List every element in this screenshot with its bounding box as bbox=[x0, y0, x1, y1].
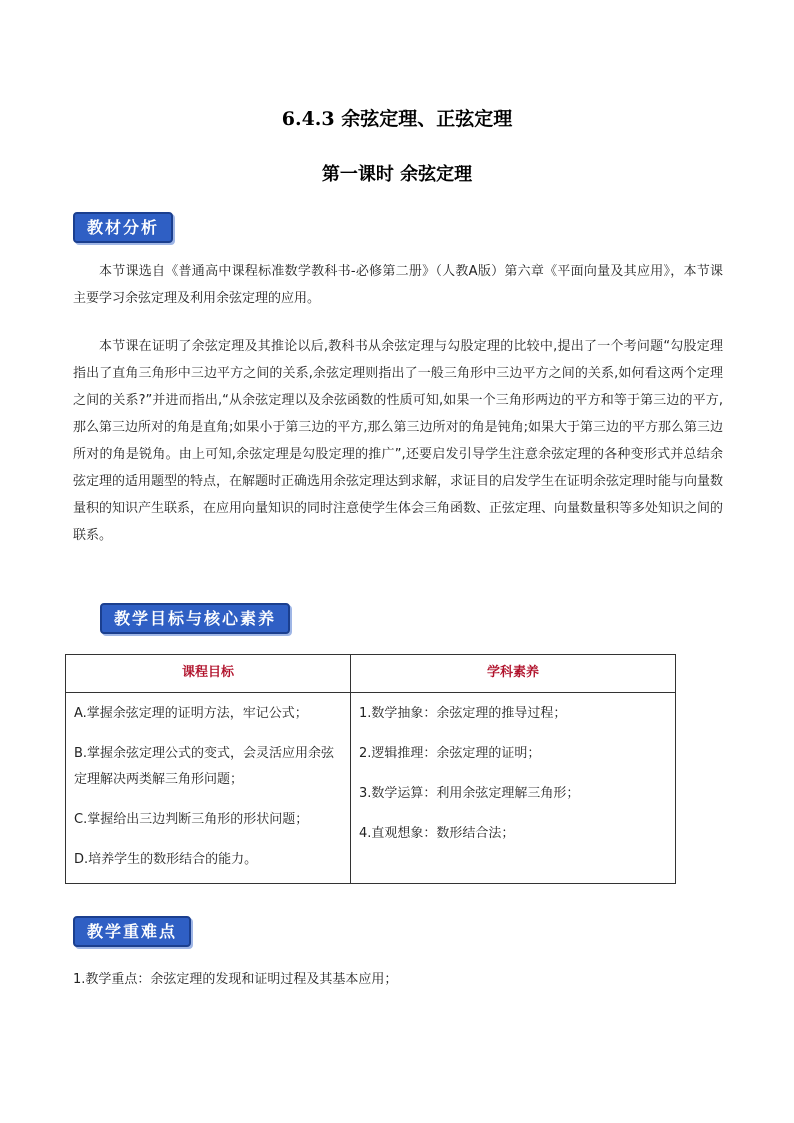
goals-table-header-literacy: 学科素养 bbox=[351, 655, 676, 693]
goals-table-header-objectives: 课程目标 bbox=[66, 655, 351, 693]
literacy-3: 3.数学运算：利用余弦定理解三角形； bbox=[359, 786, 580, 801]
literacy-4: 4.直观想象：数形结合法； bbox=[359, 826, 515, 841]
literacy-1: 1.数学抽象：余弦定理的推导过程； bbox=[359, 706, 567, 721]
literacy-2: 2.逻辑推理：余弦定理的证明； bbox=[359, 746, 541, 761]
page-subtitle: 第一课时 余弦定理 bbox=[321, 164, 473, 185]
analysis-paragraph-2: 本节课在证明了余弦定理及其推论以后,教科书从余弦定理与勾股定理的比较中,提出了一个考问题“勾股定理指出了直角三角形中三边平方之间的关系,余弦定理则指出了一般三角形中三边平方之间的关系,如何看这两个定理之间的关系?”并进而指出,“从余弦定理以及余弦函数的性质可知,如果一个三角形两边的平方和等于第三边的平方,那么第三边所对的角是直角;如果小于第三边的平方,那么第三边所对的角是钝角;如果大于第三边的平方那么第三边所对的角是锐角。由上可知,余弦定理是勾股定理的推广”,还要启发引导学生注意余弦定理的各种变形式并总结余弦定理的适用题型的特点，在解题时正确选用余弦定理达到求解，求证目的启发学生在证明余弦定理时能与向量数量积的知识产生联系，在应用向量知识的同时注意使学生体会三角函数、正弦定理、向量数量积等多处知识之间的联系。 bbox=[73, 339, 724, 543]
analysis-paragraph-1: 本节课选自《普通高中课程标准数学教科书-必修第二册》（人教A版）第六章《平面向量及其应用》，本节课主要学习余弦定理及利用余弦定理的应用。 bbox=[73, 264, 723, 306]
objective-a: A.掌握余弦定理的证明方法，牢记公式； bbox=[74, 706, 308, 721]
objective-d: D.培养学生的数形结合的能力。 bbox=[74, 852, 258, 867]
objective-c: C.掌握给出三边判断三角形的形状问题； bbox=[74, 812, 309, 827]
section-badge-goals: 教学目标与核心素养 bbox=[100, 603, 290, 634]
objective-b: B.掌握余弦定理公式的变式，会灵活应用余弦定理解决两类解三角形问题； bbox=[74, 746, 335, 787]
objectives-cell bbox=[66, 693, 351, 884]
teaching-key-point: 1.教学重点：余弦定理的发现和证明过程及其基本应用； bbox=[73, 972, 398, 987]
section-badge-difficulty: 教学重难点 bbox=[73, 916, 191, 947]
page-title: 6.4.3 余弦定理、正弦定理 bbox=[281, 108, 513, 130]
goals-table bbox=[65, 654, 676, 884]
literacy-cell bbox=[351, 693, 676, 884]
section-badge-analysis: 教材分析 bbox=[73, 212, 173, 243]
